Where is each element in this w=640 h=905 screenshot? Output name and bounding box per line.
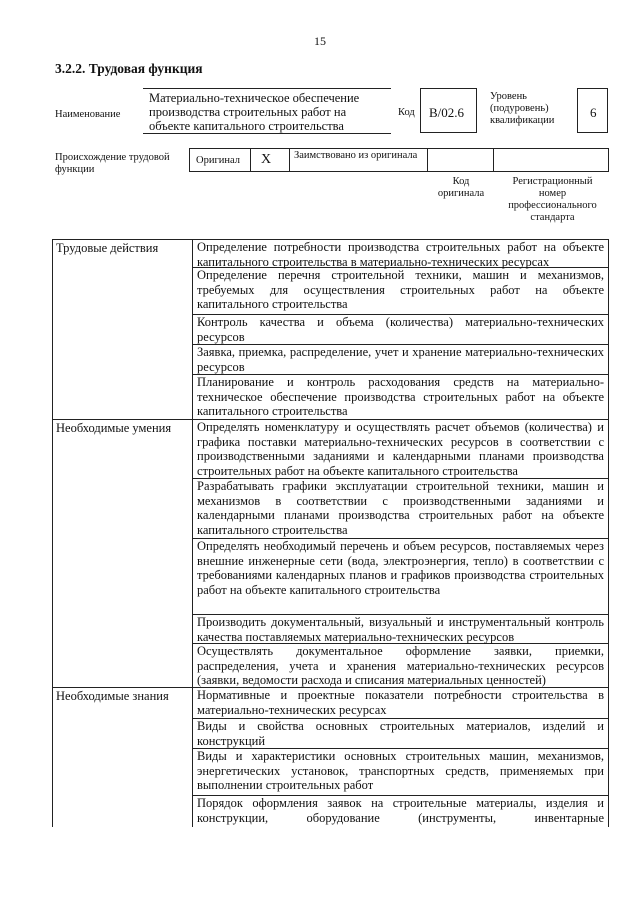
section-label-knowledge: Необходимые знания <box>56 689 169 703</box>
name-label: Наименование <box>55 109 121 120</box>
list-item: Разрабатывать графики эксплуатации строительной техники, машин и механизмов в соответствии с производственными заданиями и календарными планами производства строительных работ на объекте капитального строительства <box>197 479 604 537</box>
list-item: Осуществлять документальное оформление заявки, приемки, распределения, учета и хранения материально-технических ресурсов (заявки, ведомости расхода и списания материальных ценностей) <box>197 644 604 688</box>
list-item: Виды и характеристики основных строительных машин, механизмов, энергетических установок, транспортных средств, применяемых при выполнении строительных работ <box>197 749 604 793</box>
borrowed-label: Заимствовано из оригинала <box>294 150 418 161</box>
code-label: Код <box>398 107 415 118</box>
name-value: Материально-техническое обеспечение производства строительных работ на объекте капитального строительства <box>149 91 360 133</box>
origin-label: Происхождение трудовой функции <box>55 152 170 175</box>
level-box <box>577 88 608 133</box>
original-mark: X <box>261 152 272 167</box>
list-item: Планирование и контроль расходования средств на материально-техническое обеспечение производства строительных работ на объекте капитального строительства <box>197 375 604 419</box>
list-item: Виды и свойства основных строительных материалов, изделий и конструкций <box>197 719 604 748</box>
list-item: Определение перечня строительной техники, машин и механизмов, требуемых для осуществления строительных работ на объекте капитального строительства <box>197 268 604 312</box>
section-label-labor-actions: Трудовые действия <box>56 241 159 255</box>
code-caption: Код оригинала <box>437 176 485 199</box>
level-value: 6 <box>590 105 597 120</box>
name-box <box>143 88 391 134</box>
list-item: Заявка, приемка, распределение, учет и хранение материально-технических ресурсов <box>197 345 604 374</box>
list-item: Контроль качества и объема (количества) материально-технических ресурсов <box>197 315 604 344</box>
list-item: Нормативные и проектные показатели потребности строительства в материально-технических ресурсах <box>197 688 604 717</box>
code-box <box>420 88 477 133</box>
level-label: Уровень (подуровень) квалификации <box>490 91 555 126</box>
section-label-skills: Необходимые умения <box>56 421 172 435</box>
section-title: 3.2.2. Трудовая функция <box>55 61 203 76</box>
code-value: B/02.6 <box>429 105 465 120</box>
list-item: Определять номенклатуру и осуществлять расчет объемов (количества) и графика поставки материально-технических ресурсов в соответствии с производственными заданиями и календарными планами производства строительных работ на объекте капитального строительства <box>197 420 604 478</box>
page-number: 15 <box>314 34 326 48</box>
list-item: Порядок оформления заявок на строительные материалы, изделия и конструкции, оборудование (инструменты, инвентарные <box>197 796 604 825</box>
list-item: Определять необходимый перечень и объем ресурсов, поставляемых через внешние инженерные сети (вода, электроэнергия, тепло) в соответствии с требованиями календарных планов и графиков производства строительных работ на объекте капитального строительства <box>197 539 604 597</box>
original-label: Оригинал <box>196 155 240 166</box>
list-item: Производить документальный, визуальный и инструментальный контроль качества поставляемых материально-технических ресурсов <box>197 615 604 644</box>
reg-caption: Регистрационный номер профессионального стандарта <box>508 176 597 223</box>
list-item: Определение потребности производства строительных работ на объекте капитального строительства в материально-технических ресурсах <box>197 240 604 269</box>
